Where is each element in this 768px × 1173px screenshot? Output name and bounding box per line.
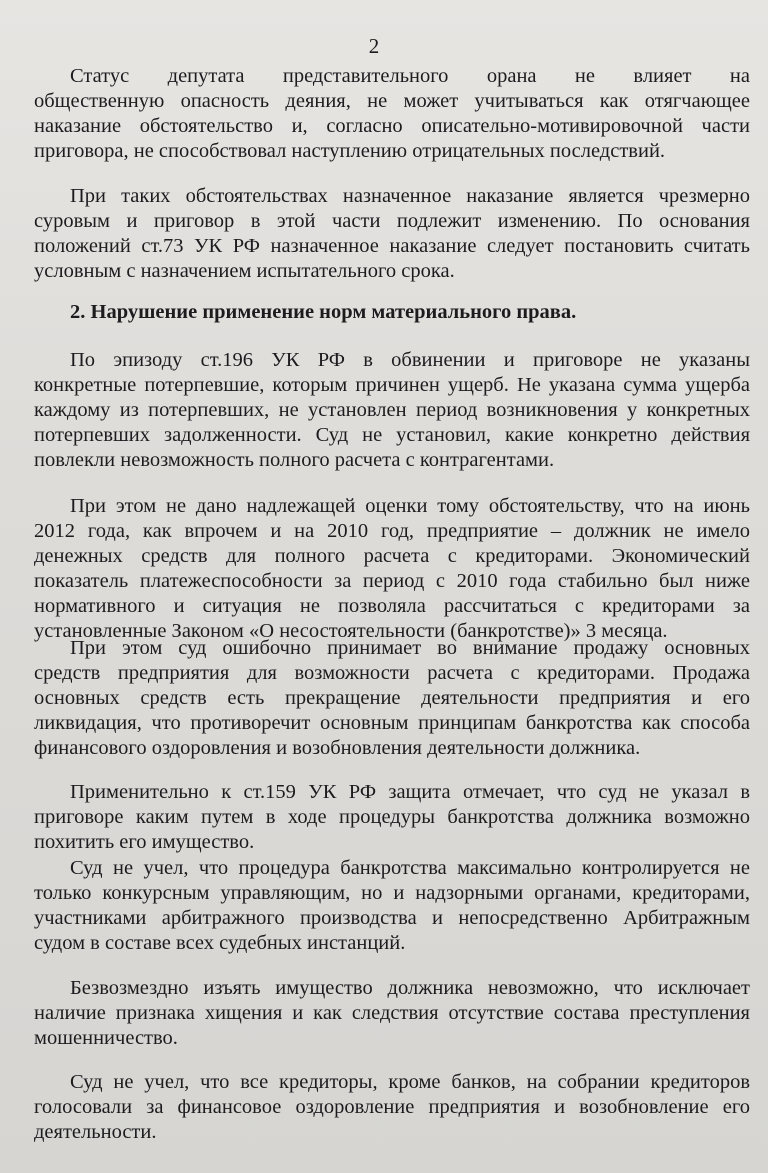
text-line: суровым и приговор в этой части подлежит изменению. По основания [34, 210, 750, 232]
paragraph-article-159 [34, 780, 750, 855]
text-line: Суд не учел, что все кредиторы, кроме банков, на собрании кредиторов [70, 1071, 750, 1093]
section-heading [70, 300, 750, 325]
text-line: судом в составе всех судебных инстанций. [34, 932, 406, 954]
text-line: деятельности. [34, 1121, 157, 1143]
paragraph-episode-196 [34, 348, 750, 473]
text-line: Статус депутата представительного орана не влияет на [70, 65, 750, 87]
text-line: По эпизоду ст.196 УК РФ в обвинении и приговоре не указаны [70, 349, 750, 371]
text-line: основных средств есть прекращение деятельности предприятия и его [34, 687, 750, 709]
section-heading-text: 2. Нарушение применение норм материального права. [70, 301, 577, 323]
page-number: 2 [368, 34, 380, 58]
paragraph-assessment [34, 494, 750, 644]
text-line: повлекли невозможность полного расчета с контрагентами. [34, 449, 555, 471]
text-line: Безвозмездно изъять имущество должника невозможно, что исключает [70, 977, 750, 999]
paragraph-creditors-vote [34, 1070, 750, 1145]
text-line: Суд не учел, что процедура банкротства максимально контролируется не [70, 857, 750, 879]
text-line: общественную опасность деяния, не может учитываться как отягчающее [34, 90, 750, 112]
text-line: конкретные потерпевшие, которым причинен ущерб. Не указана сумма ущерба [34, 374, 750, 396]
text-line: 2012 года, как впрочем и на 2010 год, предприятие – должник не имело [34, 520, 750, 542]
text-line: наказание обстоятельство и, согласно описательно-мотивировочной части [34, 115, 750, 137]
text-line: мошенничество. [34, 1027, 178, 1049]
text-line: При этом не дано надлежащей оценки тому обстоятельству, что на июнь [70, 495, 750, 517]
text-line: ликвидация, что противоречит основным принципам банкротства как способа [34, 712, 750, 734]
text-line: установленные Законом «О несостоятельности (банкротстве)» 3 месяца. [34, 620, 668, 642]
paragraph-asset-sale [34, 636, 750, 761]
text-line: каждому из потерпевших, не установлен период возникновения у конкретных [34, 399, 750, 421]
text-line: показатель платежеспособности за период с 2010 года стабильно был ниже [34, 570, 750, 592]
text-line: условным с назначением испытательного срока. [34, 260, 455, 282]
text-line: потерпевших задолженности. Суд не установил, какие конкретно действия [34, 424, 750, 446]
text-line: только конкурсным управляющим, но и надзорными органами, кредиторами, [34, 882, 750, 904]
text-line: наличие признака хищения и как следствия отсутствие состава преступления [34, 1002, 750, 1024]
paragraph-punishment [34, 184, 750, 284]
text-line: средств предприятия для возможности расчета с кредиторами. Продажа [34, 662, 750, 684]
paragraph-status [34, 64, 750, 164]
text-line: денежных средств для полного расчета с кредиторами. Экономический [34, 545, 750, 567]
text-line: похитить его имущество. [34, 831, 255, 853]
text-line: приговоре каким путем в ходе процедуры банкротства должника возможно [34, 806, 750, 828]
text-line: приговора, не способствовал наступлению отрицательных последствий. [34, 140, 666, 162]
text-line: Применительно к ст.159 УК РФ защита отмечает, что суд не указал в [70, 781, 750, 803]
text-line: положений ст.73 УК РФ назначенное наказание следует постановить считать [34, 235, 750, 257]
text-line: При этом суд ошибочно принимает во внимание продажу основных [70, 637, 750, 659]
text-line: финансового оздоровления и возобновления деятельности должника. [34, 737, 641, 759]
text-line: участниками арбитражного производства и непосредственно Арбитражным [34, 907, 750, 929]
text-line: голосовали за финансовое оздоровление предприятия и возобновление его [34, 1096, 750, 1118]
paragraph-gratuitous-seizure [34, 976, 750, 1051]
paragraph-bankruptcy-control [34, 856, 750, 956]
text-line: нормативного и ситуация не позволяла рассчитаться с кредиторами за [34, 595, 750, 617]
text-line: При таких обстоятельствах назначенное наказание является чрезмерно [70, 185, 750, 207]
